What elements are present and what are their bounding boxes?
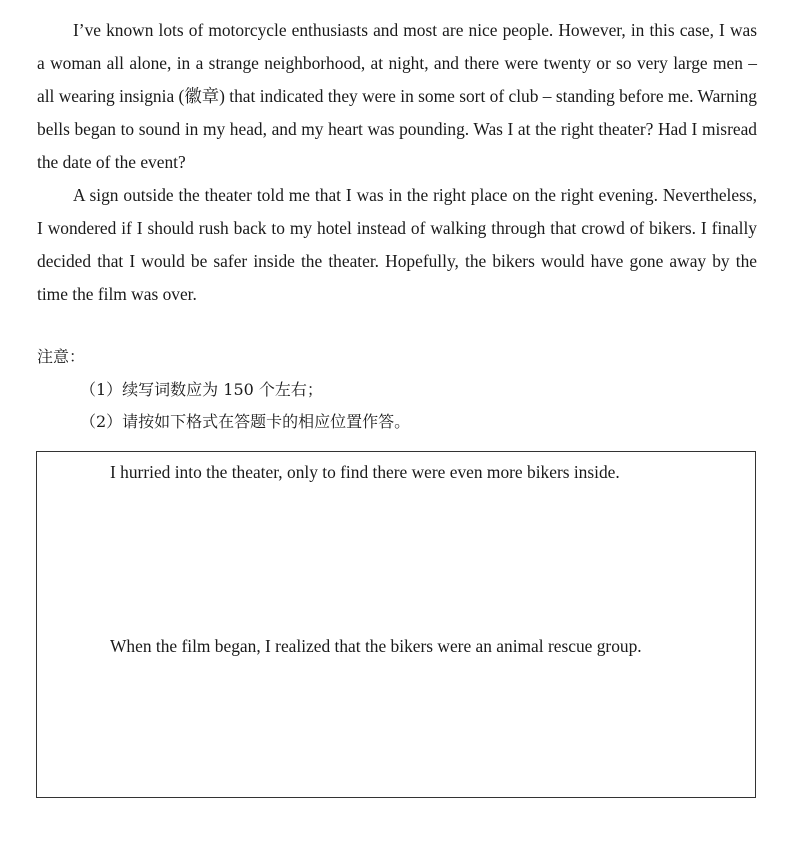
note-item-format: （2）请按如下格式在答题卡的相应位置作答。 xyxy=(80,412,411,431)
paragraph-2-opening-sentence: When the film began, I realized that the bikers were an animal rescue group. xyxy=(110,636,642,656)
passage-paragraph-2: A sign outside the theater told me that I was in the right place on the right evening. Nevertheless, I wondered if I should rush back to my hotel instead of walking through that crowd of bikers. I finally decided that I would be safer inside the theater. Hopefully, the bikers would have gone away by the time the film was over. xyxy=(37,185,757,304)
answer-box xyxy=(36,451,756,798)
passage-paragraph-1: I’ve known lots of motorcycle enthusiasts and most are nice people. However, in this case, I was a woman all alone, in a strange neighborhood, at night, and there were twenty or so very large men – all wearing insignia (徽章) that indicated they were in some sort of club – standing before me. Warning bells began to sound in my head, and my heart was pounding. Was I at the right theater? Had I misread the date of the event? xyxy=(37,20,757,172)
note-item-word-count: （1）续写词数应为 150 个左右； xyxy=(80,380,323,399)
notes-title: 注意： xyxy=(37,347,86,366)
reading-passage xyxy=(37,14,757,311)
paragraph-1-opening-sentence: I hurried into the theater, only to find there were even more bikers inside. xyxy=(110,462,620,482)
